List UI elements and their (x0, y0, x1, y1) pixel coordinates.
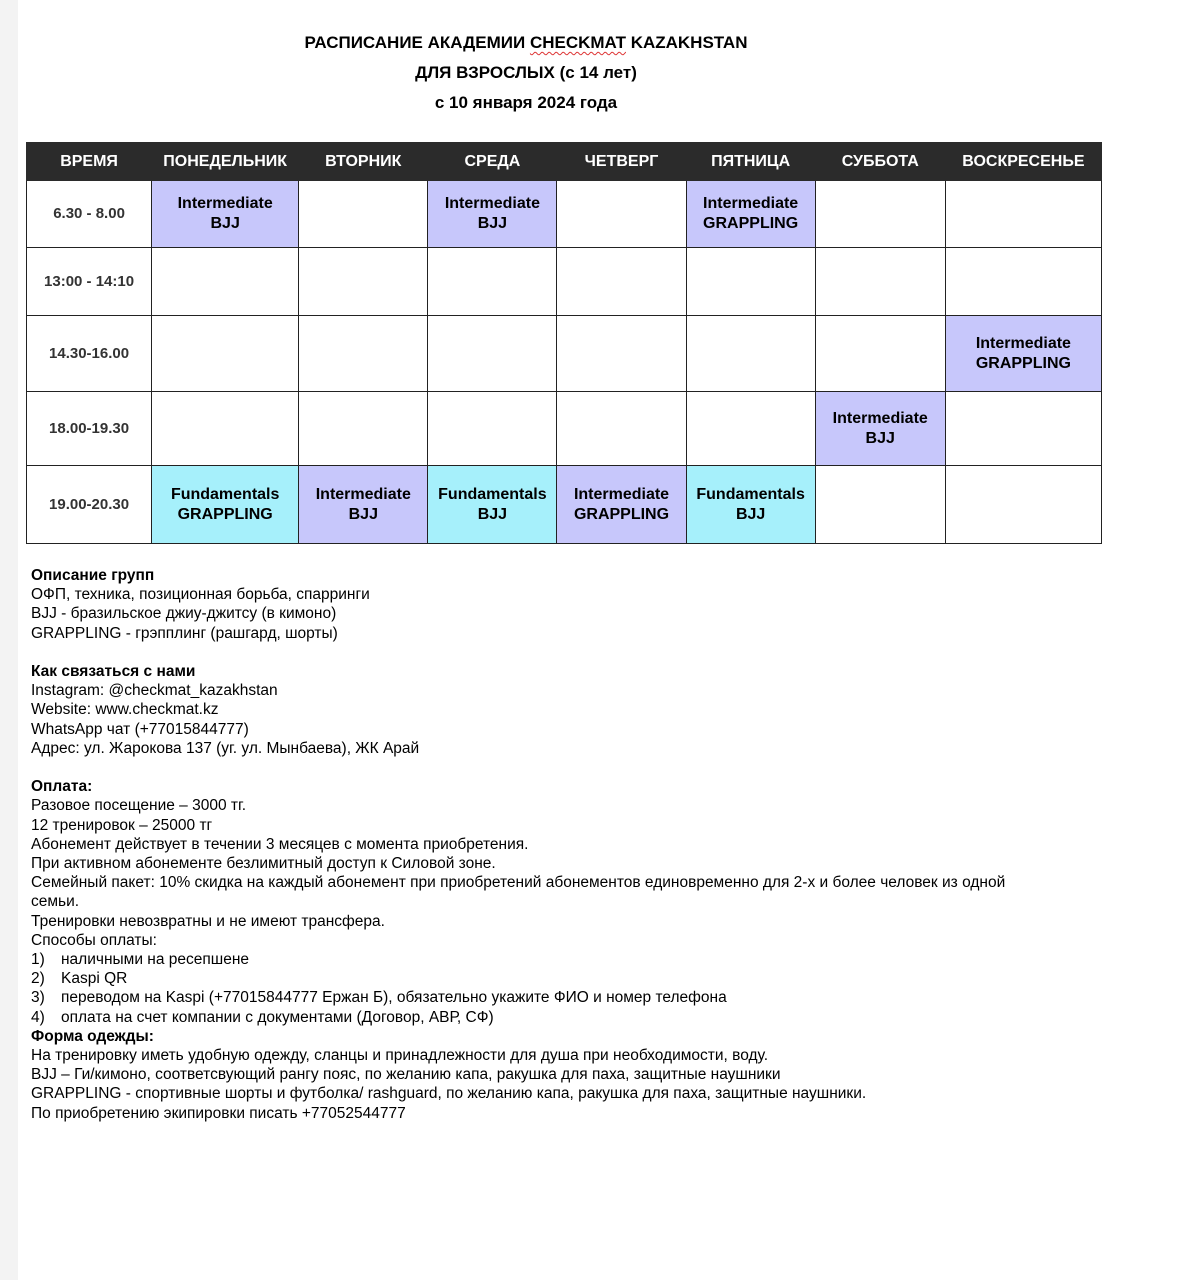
schedule-row (27, 392, 1102, 466)
class-cell-wednesday (428, 316, 557, 392)
class-level: Intermediate (832, 409, 928, 427)
title-line-1: РАСПИСАНИЕ АКАДЕМИИ CHECKMAT KAZAKHSTAN (304, 33, 748, 52)
whatsapp-contact: WhatsApp чат (+77015844777) (31, 720, 249, 738)
title-line-3: с 10 января 2024 года (434, 93, 618, 112)
class-cell-sunday (945, 466, 1101, 544)
time-slot: 14.30-16.00 (27, 316, 152, 392)
header-wednesday: СРЕДА (428, 143, 557, 181)
schedule-header-row (27, 143, 1102, 181)
payment-line: Семейный пакет: 10% скидка на каждый абонемент при приобретений абонементов единовременно для 2-х и более человек из одной (31, 874, 1006, 892)
payment-line: Способы оплаты: (31, 931, 157, 949)
class-cell-tuesday (299, 248, 428, 316)
info-section (31, 566, 1131, 1123)
class-level: Intermediate (444, 195, 540, 212)
website-link: Website: www.checkmat.kz (31, 701, 219, 719)
class-cell-monday (152, 466, 299, 544)
class-cell-monday (152, 181, 299, 248)
class-discipline: BJJ (348, 505, 378, 523)
class-cell-tuesday (299, 466, 428, 544)
header-thursday: ЧЕТВЕРГ (557, 143, 686, 181)
class-cell-sunday (945, 392, 1101, 466)
payment-method: 4) оплата на счет компании с документами (Договор, АВР, СФ) (31, 1008, 494, 1026)
header-sunday: ВОСКРЕСЕНЬЕ (945, 143, 1101, 181)
contacts-heading: Как связаться с нами (31, 663, 196, 680)
address: Адрес: ул. Жарокова 137 (уг. ул. Мынбаева), ЖК Арай (31, 739, 420, 757)
class-cell-sunday (945, 248, 1101, 316)
payment-line: Разовое посещение – 3000 тг. (31, 797, 247, 815)
header-monday: ПОНЕДЕЛЬНИК (152, 143, 299, 181)
class-level: Intermediate (177, 195, 273, 212)
document-title (0, 28, 1052, 118)
groups-line: ОФП, техника, позиционная борьба, спарринги (31, 586, 370, 604)
class-cell-tuesday (299, 181, 428, 248)
class-discipline: BJJ (735, 505, 766, 523)
class-cell-wednesday (428, 392, 557, 466)
class-cell-friday (686, 466, 815, 544)
dress-line: На тренировку иметь удобную одежду, сланцы и принадлежности для душа при необходимости, воду. (31, 1047, 769, 1065)
payment-method: 2) Kaspi QR (31, 970, 128, 988)
time-slot: 18.00-19.30 (27, 392, 152, 466)
class-cell-monday (152, 316, 299, 392)
class-level: Intermediate (975, 334, 1071, 352)
class-cell-monday (152, 392, 299, 466)
class-discipline: GRAPPLING (703, 215, 799, 232)
class-cell-thursday (557, 181, 686, 248)
class-cell-thursday (557, 392, 686, 466)
class-level: Intermediate (703, 195, 799, 212)
payment-line: Тренировки невозвратны и не имеют трансфера. (31, 912, 385, 930)
header-time: ВРЕМЯ (27, 143, 152, 181)
schedule-table (26, 142, 1102, 544)
payment-method: 1) наличными на ресепшене (31, 951, 250, 969)
class-cell-thursday (557, 316, 686, 392)
page-edge (0, 0, 18, 1280)
schedule-row (27, 466, 1102, 544)
title-line-2: ДЛЯ ВЗРОСЛЫХ (с 14 лет) (415, 63, 637, 82)
class-discipline: GRAPPLING (177, 505, 273, 523)
dress-heading: Форма одежды: (31, 1027, 154, 1045)
dress-line: GRAPPLING - спортивные шорты и футболка/ rashguard, по желанию капа, ракушка для паха, защитные наушники. (31, 1085, 867, 1103)
payment-line: семьи. (31, 893, 80, 911)
class-level: Intermediate (573, 485, 670, 503)
dress-line: По приобретению экипировки писать +77052544777 (31, 1104, 406, 1122)
class-cell-saturday (815, 316, 945, 392)
header-tuesday: ВТОРНИК (299, 143, 428, 181)
schedule-row (27, 248, 1102, 316)
class-cell-wednesday (428, 248, 557, 316)
class-cell-friday (686, 316, 815, 392)
groups-line: GRAPPLING - грэпплинг (рашгард, шорты) (31, 624, 338, 642)
class-discipline: GRAPPLING (975, 354, 1071, 372)
schedule-row (27, 181, 1102, 248)
class-cell-friday (686, 181, 815, 248)
class-cell-friday (686, 248, 815, 316)
class-level: Fundamentals (170, 485, 280, 503)
class-cell-wednesday (428, 181, 557, 248)
payment-method: 3) переводом на Kaspi (+77015844777 Ержан Б), обязательно укажите ФИО и номер телефона (31, 989, 727, 1007)
time-slot: 6.30 - 8.00 (27, 181, 152, 248)
class-discipline: BJJ (477, 215, 508, 232)
class-cell-tuesday (299, 392, 428, 466)
groups-line: BJJ - бразильское джиу-джитсу (в кимоно) (31, 605, 337, 623)
header-saturday: СУББОТА (815, 143, 945, 181)
class-cell-tuesday (299, 316, 428, 392)
class-level: Fundamentals (696, 485, 805, 503)
class-cell-wednesday (428, 466, 557, 544)
class-discipline: BJJ (477, 505, 508, 523)
time-slot: 19.00-20.30 (27, 466, 152, 544)
instagram-link: Instagram: @checkmat_kazakhstan (31, 682, 278, 700)
class-cell-monday (152, 248, 299, 316)
payment-heading: Оплата: (31, 778, 93, 796)
class-cell-saturday (815, 248, 945, 316)
dress-line: BJJ – Ги/кимоно, соответсвующий рангу пояс, по желанию капа, ракушка для паха, защитные наушники (31, 1066, 781, 1084)
class-discipline: BJJ (865, 429, 895, 447)
class-discipline: BJJ (210, 215, 240, 232)
groups-heading: Описание групп (31, 567, 155, 584)
payment-line: Абонемент действует в течении 3 месяцев с момента приобретения. (31, 835, 529, 853)
payment-line: 12 тренировок – 25000 тг (31, 816, 213, 834)
time-slot: 13:00 - 14:10 (27, 248, 152, 316)
class-level: Intermediate (315, 485, 411, 503)
class-cell-friday (686, 392, 815, 466)
class-discipline: GRAPPLING (573, 505, 670, 523)
class-cell-sunday (945, 316, 1101, 392)
header-friday: ПЯТНИЦА (686, 143, 815, 181)
class-cell-saturday (815, 392, 945, 466)
payment-line: При активном абонементе безлимитный доступ к Силовой зоне. (31, 855, 496, 873)
class-level: Fundamentals (438, 485, 547, 503)
class-cell-sunday (945, 181, 1101, 248)
class-cell-saturday (815, 181, 945, 248)
schedule-row (27, 316, 1102, 392)
class-cell-saturday (815, 466, 945, 544)
class-cell-thursday (557, 248, 686, 316)
class-cell-thursday (557, 466, 686, 544)
